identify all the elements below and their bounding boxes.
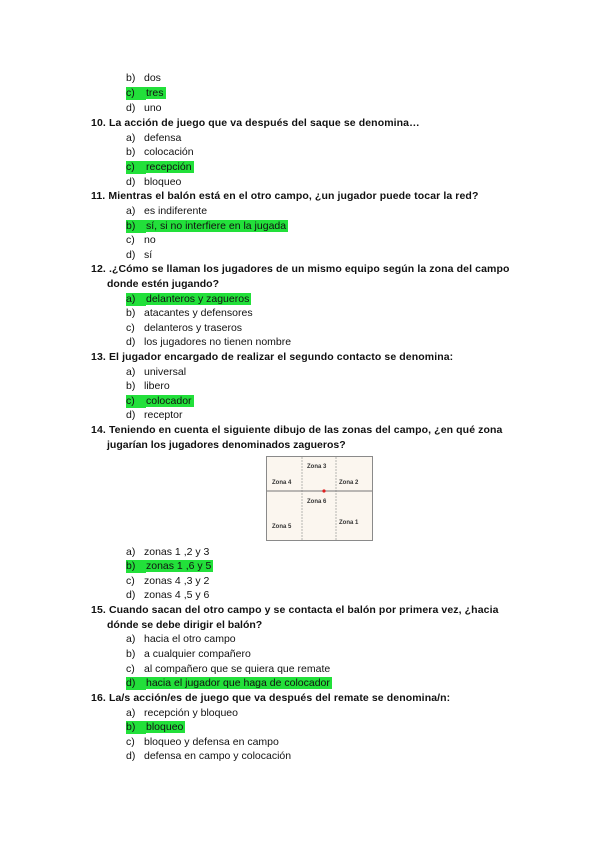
- option-item: a) hacia el otro campo: [126, 633, 236, 645]
- zone-2-label: Zona 2: [339, 480, 359, 486]
- option-item: b) dos: [126, 72, 161, 84]
- zone-6-label: Zona 6: [307, 499, 327, 505]
- option-item: d) zonas 4 ,5 y 6: [126, 589, 210, 601]
- court-center-dot: [322, 489, 325, 492]
- option-item: d) los jugadores no tienen nombre: [126, 336, 292, 348]
- question-11: 11. Mientras el balón está en el otro campo, ¿un jugador puede tocar la red?: [91, 190, 479, 202]
- option-item: b) atacantes y defensores: [126, 307, 253, 319]
- zone-4-label: Zona 4: [272, 480, 292, 486]
- option-item: b) libero: [126, 380, 170, 392]
- option-item: a) defensa: [126, 132, 182, 144]
- option-item: c) bloqueo y defensa en campo: [126, 736, 279, 748]
- option-item: d) bloqueo: [126, 176, 182, 188]
- option-item: d) sí: [126, 249, 153, 261]
- option-item-correct: c) recepción: [126, 161, 192, 173]
- option-item: a) recepción y bloqueo: [126, 707, 238, 719]
- option-item: c) al compañero que se quiera que remate: [126, 663, 331, 675]
- question-16: 16. La/s acción/es de juego que va después del remate se denomina/n:: [91, 692, 451, 704]
- question-10: 10. La acción de juego que va después del saque se denomina…: [91, 117, 420, 129]
- option-item-correct: a) delanteros y zagueros: [126, 293, 250, 305]
- question-14-cont: jugarían los jugadores denominados zagueros?: [107, 439, 346, 451]
- option-item: d) uno: [126, 102, 162, 114]
- option-item: d) receptor: [126, 409, 183, 421]
- zone-5-label: Zona 5: [272, 524, 292, 530]
- option-item-correct: d) hacia el jugador que haga de colocador: [126, 677, 330, 689]
- option-item: a) universal: [126, 366, 187, 378]
- court-zones-diagram: [266, 456, 373, 541]
- option-item-correct: c) tres: [126, 87, 164, 99]
- option-item-correct: b) bloqueo: [126, 721, 184, 733]
- option-item-correct: b) zonas 1 ,6 y 5: [126, 560, 212, 572]
- option-item: a) zonas 1 ,2 y 3: [126, 546, 210, 558]
- question-13: 13. El jugador encargado de realizar el segundo contacto se denomina:: [91, 351, 454, 363]
- question-12-cont: donde estén jugando?: [107, 278, 219, 290]
- option-item-correct: c) colocador: [126, 395, 192, 407]
- zone-1-label: Zona 1: [339, 520, 359, 526]
- option-item: b) a cualquier compañero: [126, 648, 251, 660]
- option-item: c) zonas 4 ,3 y 2: [126, 575, 210, 587]
- question-15-cont: dónde se debe dirigir el balón?: [107, 619, 263, 631]
- question-14: 14. Teniendo en cuenta el siguiente dibujo de las zonas del campo, ¿en qué zona: [91, 424, 503, 436]
- question-12: 12. .¿Cómo se llaman los jugadores de un mismo equipo según la zona del campo: [91, 263, 510, 275]
- option-item: c) no: [126, 234, 156, 246]
- question-15: 15. Cuando sacan del otro campo y se contacta el balón por primera vez, ¿hacia: [91, 604, 499, 616]
- option-item: b) colocación: [126, 146, 194, 158]
- option-item: a) es indiferente: [126, 205, 208, 217]
- zone-3-label: Zona 3: [307, 464, 327, 470]
- option-item-correct: b) sí, si no interfiere en la jugada: [126, 220, 287, 232]
- option-item: d) defensa en campo y colocación: [126, 750, 292, 762]
- option-item: c) delanteros y traseros: [126, 322, 243, 334]
